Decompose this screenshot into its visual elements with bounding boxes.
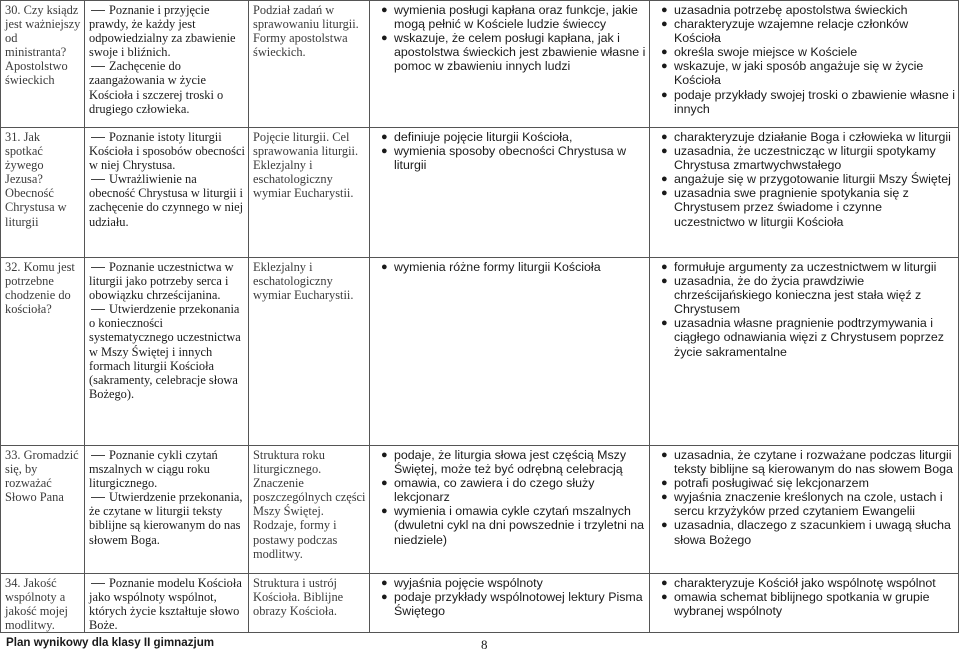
list-item-text: wymienia sposoby obecności Chrystusa w liturgii <box>394 144 627 173</box>
content-text: Eklezjalny i eschatologiczny wymiar Eucharystii. <box>253 260 354 303</box>
list-item <box>654 476 955 490</box>
goals-cell <box>85 574 249 633</box>
bullet-icon: ● <box>381 145 388 158</box>
dash-icon <box>91 455 105 456</box>
topic-text: 33. Gromadzić się, by rozważać Słowo Pana <box>5 448 79 505</box>
list-item-text: podaje, że liturgia słowa jest częścią Mszy Świętej, może też być odrębną celebracją <box>394 448 627 477</box>
extended-requirements-cell <box>650 258 959 446</box>
content-text: Pojęcie liturgii. Cel sprawowania liturgii. Eklezjalny i eschatologiczny wymiar Eucharystii. <box>253 130 359 201</box>
list-item-text: wyjaśnia pojęcie wspólnoty <box>394 576 543 590</box>
list-item <box>374 144 646 172</box>
list-item-text: podaje przykłady wspólnotowej lektury Pisma Świętego <box>394 590 643 619</box>
bullet-icon: ● <box>661 60 668 73</box>
bullet-icon: ● <box>381 131 388 143</box>
goal-item <box>89 260 245 302</box>
goals-cell <box>85 446 249 574</box>
goal-item <box>89 448 245 490</box>
goal-text: Poznanie istoty liturgii Kościoła i sposobów obecności w niej Chrystusa. <box>89 130 245 173</box>
topic-cell <box>1 128 85 258</box>
list-item-text: charakteryzuje wzajemne relacje członków Kościoła <box>674 17 909 46</box>
bullet-icon: ● <box>661 519 668 532</box>
goal-text: Uwrażliwienie na obecność Chrystusa w liturgii i zachęcenie do czynnego w niej udziału. <box>89 172 244 229</box>
goal-item <box>89 130 245 172</box>
extended-requirements-cell <box>650 1 959 128</box>
extended-list <box>654 576 955 618</box>
bullet-icon: ● <box>381 591 388 604</box>
content-cell <box>249 258 370 446</box>
goal-text: Zachęcenie do zaangażowania w życie Kościoła i szczerej troski o drugiego człowieka. <box>89 59 224 116</box>
bullet-icon: ● <box>661 131 668 143</box>
list-item-text: wymienia posługi kapłana oraz funkcje, jakie mogą pełnić w Kościele ludzie świeccy <box>394 3 638 32</box>
list-item <box>374 448 646 476</box>
table-row <box>1 574 959 633</box>
bullet-icon: ● <box>381 261 388 273</box>
content-text: Struktura i ustrój Kościoła. Biblijne obrazy Kościoła. <box>253 576 344 619</box>
list-item <box>654 17 955 45</box>
bullet-icon: ● <box>661 449 668 461</box>
list-item-text: omawia, co zawiera i do czego służy lekcjonarz <box>394 476 595 505</box>
basic-list <box>374 448 646 547</box>
bullet-icon: ● <box>661 317 668 330</box>
bullet-icon: ● <box>661 46 668 59</box>
extended-list <box>654 448 955 547</box>
extended-list <box>654 260 955 359</box>
list-item-text: wskazuje, że celem posługi kapłana, jak i apostolstwa świeckich jest zbawienie własne i pomoc w zbawieniu innych ludzi <box>394 31 646 74</box>
list-item-text: uzasadnia potrzebę apostolstwa świeckich <box>674 3 908 17</box>
topic-text: 32. Komu jest potrzebne chodzenie do kościoła? <box>5 260 75 317</box>
extended-requirements-cell <box>650 574 959 633</box>
goals-cell <box>85 258 249 446</box>
footer-title: Plan wynikowy dla klasy II gimnazjum <box>6 636 215 649</box>
list-item <box>374 31 646 73</box>
dash-icon <box>91 583 105 584</box>
list-item <box>374 3 646 31</box>
list-item <box>374 130 646 144</box>
list-item <box>654 576 955 590</box>
goals-cell <box>85 128 249 258</box>
list-item <box>654 88 955 116</box>
list-item <box>654 130 955 144</box>
list-item <box>654 3 955 17</box>
list-item-text: charakteryzuje działanie Boga i człowieka w liturgii <box>674 130 951 144</box>
list-item <box>374 590 646 618</box>
list-item-text: określa swoje miejsce w Kościele <box>674 45 858 60</box>
list-item-text: formułuje argumenty za uczestnictwem w liturgii <box>674 260 937 274</box>
list-item-text: wskazuje, w jaki sposób angażuje się w życie Kościoła <box>674 59 924 88</box>
bullet-icon: ● <box>381 505 388 518</box>
goal-text: Poznanie cykli czytań mszalnych w ciągu roku liturgicznego. <box>89 448 218 491</box>
goal-text: Utwierdzenie przekonania o konieczności systematycznego uczestnictwa w Mszy Świętej i innych formach liturgii Kościoła (sakramenty, celebracje słowa Bożego). <box>89 302 241 401</box>
bullet-icon: ● <box>661 591 668 604</box>
list-item <box>374 504 646 546</box>
topic-text: 30. Czy ksiądz jest ważniejszy od ministranta? Apostolstwo świeckich <box>5 3 81 88</box>
basic-requirements-cell <box>370 128 650 258</box>
basic-requirements-cell <box>370 574 650 633</box>
list-item <box>654 590 955 618</box>
dash-icon <box>91 309 105 310</box>
content-text: Podział zadań w sprawowaniu liturgii. Formy apostolstwa świeckich. <box>253 3 359 60</box>
page-number: 8 <box>481 637 488 652</box>
list-item-text: wymienia i omawia cykle czytań mszalnych (dwuletni cykl na dni powszednie i trzyletni na niedziele) <box>394 504 645 547</box>
list-item <box>654 172 955 186</box>
bullet-icon: ● <box>381 449 388 461</box>
topic-cell <box>1 258 85 446</box>
extended-requirements-cell <box>650 128 959 258</box>
dash-icon <box>91 267 105 268</box>
list-item-text: uzasadnia, dlaczego z szacunkiem i uwagą słucha słowa Bożego <box>674 518 951 547</box>
bullet-icon: ● <box>661 88 668 101</box>
list-item <box>374 476 646 504</box>
goal-item <box>89 172 245 228</box>
basic-requirements-cell <box>370 446 650 574</box>
basic-requirements-cell <box>370 258 650 446</box>
list-item <box>654 144 955 172</box>
table-row <box>1 128 959 258</box>
bullet-icon: ● <box>381 577 388 589</box>
list-item-text: omawia schemat biblijnego spotkania w grupie wybranej wspólnoty <box>674 590 930 619</box>
dash-icon <box>91 137 105 138</box>
bullet-icon: ● <box>661 173 668 186</box>
dash-icon <box>91 179 105 180</box>
bullet-icon: ● <box>381 32 388 45</box>
bullet-icon: ● <box>661 187 668 200</box>
bullet-icon: ● <box>661 491 668 504</box>
extended-list <box>654 130 955 229</box>
goals-cell <box>85 1 249 128</box>
content-cell <box>249 128 370 258</box>
bullet-icon: ● <box>381 4 388 16</box>
dash-icon <box>91 66 105 67</box>
topic-cell <box>1 1 85 128</box>
table-row <box>1 446 959 574</box>
list-item-text: wymienia różne formy liturgii Kościoła <box>394 260 601 274</box>
dash-icon <box>91 10 105 11</box>
extended-requirements-cell <box>650 446 959 574</box>
list-item-text: charakteryzuje Kościół jako wspólnotę wspólnot <box>674 576 936 590</box>
list-item <box>654 59 955 87</box>
list-item-text: podaje przykłady swojej troski o zbawienie własne i innych <box>674 87 955 116</box>
list-item-text: uzasadnia swe pragnienie spotykania się z Chrystusem przez świadome i czynne uczestnictwo w liturgii Kościoła <box>674 186 909 229</box>
goal-item <box>89 490 245 546</box>
list-item <box>654 316 955 358</box>
list-item <box>654 448 955 476</box>
content-cell <box>249 574 370 633</box>
goal-text: Utwierdzenie przekonania, że czytane w liturgii teksty biblijne są kierowanym do nas słowem Boga. <box>89 490 243 547</box>
content-cell <box>249 1 370 128</box>
basic-list <box>374 3 646 73</box>
list-item-text: uzasadnia, że czytane i rozważane podczas liturgii teksty biblijne są kierowanym do nas słowem Boga <box>674 448 953 477</box>
topic-text: 31. Jak spotkać żywego Jezusa? Obecność Chrystusa w liturgii <box>5 130 67 229</box>
list-item-text: definiuje pojęcie liturgii Kościoła, <box>394 130 573 144</box>
topic-cell <box>1 574 85 633</box>
bullet-icon: ● <box>661 261 668 273</box>
list-item <box>654 518 955 546</box>
list-item-text: wyjaśnia znaczenie kreślonych na czole, ustach i sercu krzyżyków przed czytaniem Ewangelii <box>674 490 943 519</box>
list-item-text: uzasadnia własne pragnienie podtrzymywania i ciągłego odnawiania więzi z Chrystusem poprzez życie sakramentalne <box>674 316 944 359</box>
basic-list <box>374 576 646 618</box>
list-item <box>374 576 646 590</box>
content-text: Struktura roku liturgicznego. Znaczenie poszczególnych części Mszy Świętej. Rodzaje, formy i postawy podczas modlitwy. <box>253 448 366 561</box>
table-row <box>1 258 959 446</box>
list-item <box>654 274 955 316</box>
basic-list <box>374 260 646 274</box>
list-item <box>654 490 955 518</box>
topic-text: 34. Jakość wspólnoty a jakość mojej modlitwy. <box>5 576 68 633</box>
bullet-icon: ● <box>661 477 668 490</box>
extended-list <box>654 3 955 116</box>
goal-item <box>89 59 245 115</box>
content-cell <box>249 446 370 574</box>
list-item-text: uzasadnia, że do życia prawdziwie chrześcijańskiego konieczna jest stała więź z Chrystusem <box>674 274 922 317</box>
list-item <box>654 260 955 274</box>
bullet-icon: ● <box>661 275 668 288</box>
bullet-icon: ● <box>661 4 668 16</box>
dash-icon <box>91 497 105 498</box>
basic-requirements-cell <box>370 1 650 128</box>
list-item <box>374 260 646 274</box>
goal-item <box>89 302 245 401</box>
list-item-text: angażuje się w przygotowanie liturgii Mszy Świętej <box>674 172 951 187</box>
goal-text: Poznanie uczestnictwa w liturgii jako potrzeby serca i obowiązku chrześcijanina. <box>89 260 234 303</box>
list-item <box>654 186 955 228</box>
table-row <box>1 1 959 128</box>
goal-text: Poznanie i przyjęcie prawdy, że każdy jest odpowiedzialny za zbawienie swoje i bliźnich. <box>89 3 236 60</box>
goal-item <box>89 3 245 59</box>
basic-list <box>374 130 646 172</box>
bullet-icon: ● <box>661 18 668 31</box>
list-item-text: potrafi posługiwać się lekcjonarzem <box>674 476 869 491</box>
topic-cell <box>1 446 85 574</box>
bullet-icon: ● <box>661 577 668 589</box>
goal-item <box>89 576 245 632</box>
bullet-icon: ● <box>381 477 388 490</box>
list-item <box>654 45 955 59</box>
goal-text: Poznanie modelu Kościoła jako wspólnoty wspólnot, których życie kształtuje słowo Boże. <box>89 576 242 633</box>
list-item-text: uzasadnia, że uczestnicząc w liturgii spotykamy Chrystusa zmartwychwstałego <box>674 144 936 173</box>
bullet-icon: ● <box>661 145 668 158</box>
